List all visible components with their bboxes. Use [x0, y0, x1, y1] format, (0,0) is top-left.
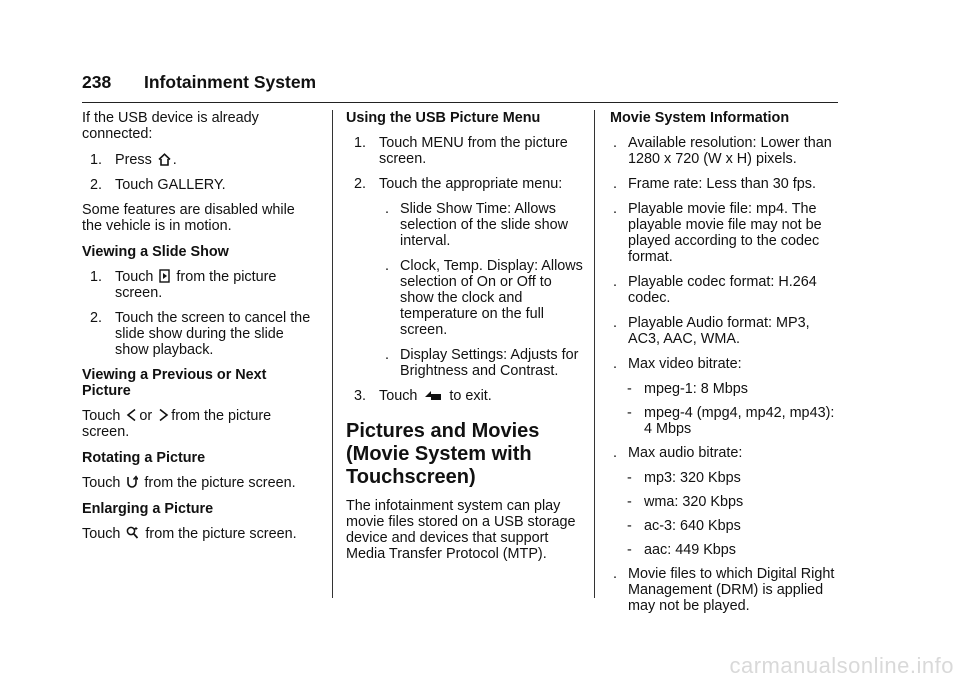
step-appropriate-menu: 2. Touch the appropriate menu:	[354, 176, 563, 192]
heading-picture-menu: Using the USB Picture Menu	[346, 110, 541, 126]
slideshow-play-icon	[159, 269, 170, 283]
heading-movie-info: Movie System Information	[610, 110, 790, 126]
step-press-home: 1. Press .	[90, 152, 177, 168]
heading-previous-next: Viewing a Previous or Next Picture	[82, 367, 267, 399]
step-touch-gallery: 2. Touch GALLERY.	[90, 177, 226, 193]
heading-rotate: Rotating a Picture	[82, 450, 206, 466]
sub-list-item: - mp3: 320 Kbps	[627, 470, 741, 486]
step-start-slideshow: 1. Touch from the picture screen.	[90, 269, 277, 301]
step-exit: 3. Touch to exit.	[354, 388, 492, 404]
chevron-left-icon	[126, 408, 137, 422]
section-title-pictures-movies: Pictures and Movies (Movie System with Touchscreen)	[346, 420, 540, 488]
watermark: carmanualsonline.info	[729, 653, 954, 678]
page-title: Infotainment System	[144, 72, 317, 92]
chevron-right-icon	[158, 408, 169, 422]
list-item: . Playable Audio format: MP3, AC3, AAC, WMA.	[613, 315, 810, 347]
sub-list-item: - mpeg-4 (mpg4, mp42, mp43): 4 Mbps	[627, 405, 835, 437]
heading-enlarge: Enlarging a Picture	[82, 501, 214, 517]
rotate-icon	[126, 475, 138, 489]
paragraph-rotate: Touch from the picture screen.	[82, 475, 296, 491]
column-divider-right	[594, 110, 595, 598]
sub-list-item: - aac: 449 Kbps	[627, 542, 737, 558]
sub-list-item: - mpeg-1: 8 Mbps	[627, 381, 748, 397]
sub-list-item: - ac-3: 640 Kbps	[627, 518, 741, 534]
column-3	[610, 110, 840, 623]
back-icon	[423, 388, 443, 402]
step-cancel-slideshow: 2. Touch the screen to cancel the slide show during the slide show playback.	[90, 310, 311, 358]
column-divider-left	[332, 110, 333, 598]
sub-list-item: - wma: 320 Kbps	[627, 494, 744, 510]
column-2	[346, 110, 584, 572]
list-item: . Clock, Temp. Display: Allows selection of On or Off to show the clock and temperature on the full screen.	[385, 258, 583, 338]
paragraph-enlarge: Touch from the picture screen.	[82, 526, 297, 542]
list-item: . Playable codec format: H.264 codec.	[613, 274, 817, 306]
list-item: . Movie files to which Digital Right Management (DRM) is applied may not be played.	[613, 566, 835, 614]
column-1	[82, 110, 318, 552]
list-item: . Available resolution: Lower than 1280 x 720 (W x H) pixels.	[613, 135, 832, 167]
heading-slide-show: Viewing a Slide Show	[82, 244, 229, 260]
paragraph-infotainment: The infotainment system can play movie files stored on a USB storage device and devices that support Media Transfer Protocol (MTP).	[346, 498, 576, 562]
list-item: . Slide Show Time: Allows selection of the slide show interval.	[385, 201, 568, 249]
paragraph-disabled-features: Some features are disabled while the vehicle is in motion.	[82, 202, 295, 234]
page-number: 238	[82, 72, 112, 92]
zoom-icon	[126, 526, 139, 540]
list-item: . Max audio bitrate:	[613, 445, 743, 461]
paragraph-previous-next: Touch or from the picture screen.	[82, 408, 272, 440]
home-icon	[158, 153, 171, 166]
list-item: . Frame rate: Less than 30 fps.	[613, 176, 816, 192]
paragraph-usb-connected: If the USB device is already connected:	[82, 110, 259, 142]
page-header	[82, 72, 838, 103]
list-item: . Playable movie file: mp4. The playable movie file may not be played according to the codec format.	[613, 201, 822, 265]
list-item: . Max video bitrate:	[613, 356, 742, 372]
list-item: . Display Settings: Adjusts for Brightness and Contrast.	[385, 347, 579, 379]
step-touch-menu: 1. Touch MENU from the picture screen.	[354, 135, 568, 167]
